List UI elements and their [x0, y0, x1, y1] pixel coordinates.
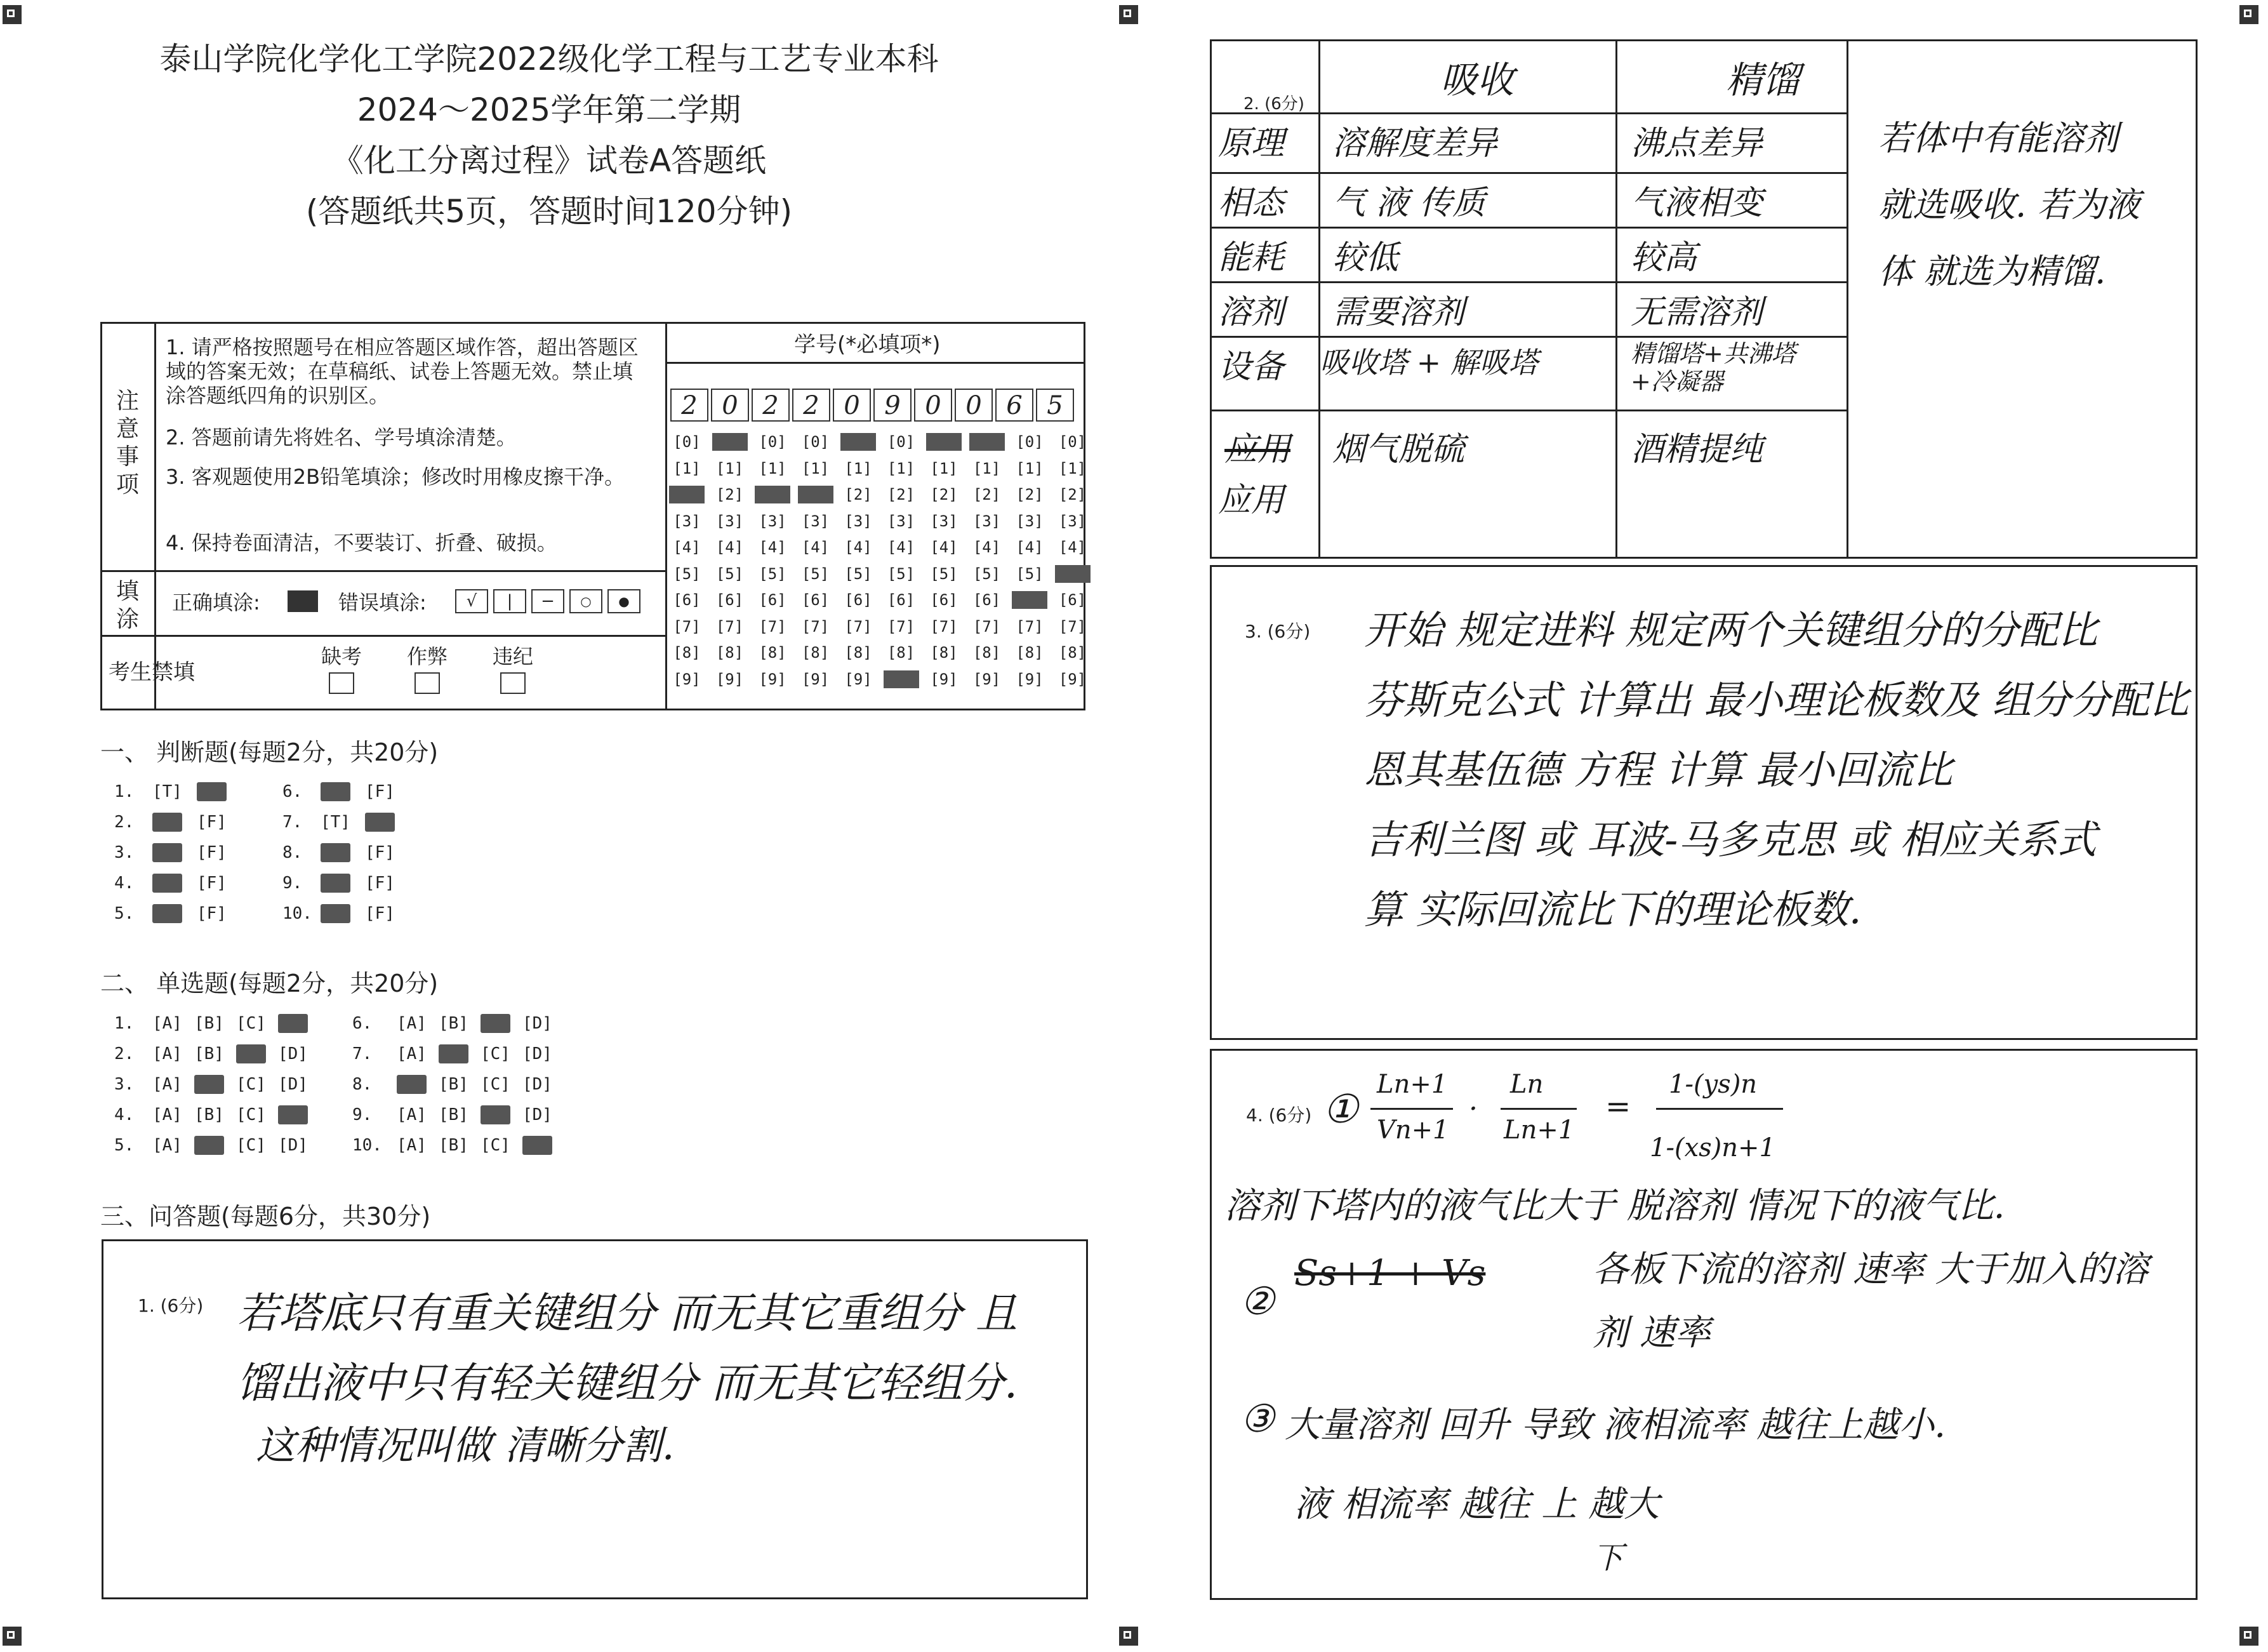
id-bubble[interactable]	[926, 433, 962, 451]
tf-option-true[interactable]	[321, 874, 350, 893]
wrong-sample-bar: |	[493, 589, 526, 613]
id-bubble[interactable]: [8]	[887, 644, 915, 662]
tf-option-false[interactable]: [F]	[197, 904, 227, 923]
registration-mark-top-left	[3, 5, 22, 24]
student-id-digit-3: 2	[752, 389, 790, 422]
mc-option[interactable]	[236, 1044, 266, 1063]
fill-correct-sample	[288, 590, 318, 612]
mc-option[interactable]	[522, 1136, 552, 1155]
q4-line-2-struck: Ss+1 + Vs	[1294, 1253, 1486, 1294]
id-bubble[interactable]: [1]	[801, 459, 830, 477]
tf-option-true[interactable]	[152, 813, 182, 832]
wrong-sample-dot: ●	[607, 589, 640, 613]
q3-line-4: 吉利兰图 或 耳波-马多克思 或 相应关系式	[1364, 816, 2097, 863]
id-bubble[interactable]: [8]	[673, 644, 701, 662]
mc-option[interactable]: [A]	[152, 1075, 182, 1094]
q2-cell-distillation: 沸点差异	[1631, 124, 1763, 163]
forbidden-cheat-label: 作弊	[407, 644, 448, 669]
q2-note-line-1: 若体中有能溶剂	[1878, 118, 2118, 158]
tf-option-true[interactable]	[152, 874, 182, 893]
mc-question-number: 7.	[352, 1044, 373, 1063]
id-bubble[interactable]: [6]	[844, 591, 872, 609]
id-bubble[interactable]: [8]	[715, 644, 744, 662]
q4-equals: =	[1605, 1089, 1631, 1124]
id-bubble[interactable]: [3]	[1058, 512, 1087, 530]
forbidden-violation-box[interactable]	[500, 672, 526, 694]
id-bubble[interactable]: [5]	[972, 564, 1001, 583]
q2-comparison-table[interactable]	[1210, 39, 2198, 559]
student-id-digit-9: 6	[995, 389, 1033, 422]
id-bubble[interactable]: [7]	[1058, 617, 1087, 636]
tf-option-true[interactable]	[321, 782, 350, 801]
q1-label: 1. (6分)	[138, 1295, 204, 1316]
id-bubble[interactable]: [2]	[1058, 486, 1087, 503]
registration-mark-bottom-left	[3, 1627, 22, 1646]
q1-line-3: 这种情况叫做 清晰分割.	[256, 1422, 675, 1469]
id-bubble[interactable]: [1]	[673, 459, 701, 477]
tf-question-number: 4.	[114, 874, 135, 893]
tf-option-false[interactable]: [F]	[197, 843, 227, 862]
tf-option-true[interactable]	[321, 904, 350, 923]
forbidden-cheat[interactable]	[407, 644, 448, 694]
mc-option[interactable]: [D]	[522, 1014, 552, 1033]
q4-line-1: 溶剂下塔内的液气比大于 脱溶剂 情况下的液气比.	[1224, 1185, 2005, 1227]
tf-option-true[interactable]	[152, 904, 182, 923]
id-bubble[interactable]: [7]	[801, 617, 830, 636]
q4-answer-box[interactable]	[1210, 1049, 2198, 1600]
mc-option[interactable]: [D]	[522, 1105, 552, 1124]
id-bubble[interactable]: [8]	[844, 644, 872, 662]
mc-option[interactable]	[278, 1014, 308, 1033]
id-bubble[interactable]: [3]	[759, 512, 786, 530]
id-bubble[interactable]: [7]	[759, 617, 786, 636]
id-bubble[interactable]: [8]	[930, 644, 958, 662]
id-bubble[interactable]: [3]	[1016, 512, 1044, 530]
mc-option[interactable]: [B]	[439, 1105, 468, 1124]
id-bubble[interactable]: [3]	[972, 512, 1001, 530]
q2-cell-absorption: 需要溶剂	[1332, 293, 1465, 331]
q3-line-2: 芬斯克公式 计算出 最小理论板数及 组分分配比	[1364, 677, 2189, 723]
tf-option-false[interactable]: [F]	[365, 782, 395, 801]
q2-row-name: 应用	[1218, 481, 1285, 519]
fill-label: 填涂	[116, 578, 139, 632]
id-bubble[interactable]: [1]	[930, 459, 958, 477]
mc-option[interactable]: [C]	[236, 1105, 266, 1124]
id-bubble[interactable]: [4]	[844, 538, 872, 556]
id-bubble[interactable]: [4]	[1058, 538, 1087, 556]
mc-question-number: 1.	[114, 1014, 135, 1033]
q3-line-1: 开始 规定进料 规定两个关键组分的分配比	[1364, 607, 2098, 653]
mc-option[interactable]: [B]	[439, 1014, 468, 1033]
registration-mark-top-middle	[1119, 5, 1138, 24]
q2-label: 2. (6分)	[1243, 95, 1304, 114]
q2-cell-absorption: 烟气脱硫	[1332, 430, 1465, 469]
mc-question-number: 2.	[114, 1044, 135, 1063]
id-bubble[interactable]	[1012, 591, 1047, 609]
tf-option-false[interactable]	[197, 782, 227, 801]
q2-cell-distillation: 无需溶剂	[1631, 293, 1763, 331]
mc-question-number: 8.	[352, 1075, 373, 1094]
tf-option-false[interactable]: [F]	[197, 874, 227, 893]
id-bubble[interactable]: [6]	[972, 591, 1001, 609]
id-bubble[interactable]: [3]	[844, 512, 872, 530]
q3-label: 3. (6分)	[1245, 621, 1311, 642]
id-bubble[interactable]: [9]	[972, 670, 1001, 688]
q2-row-name: 设备	[1218, 348, 1285, 386]
notice-item-3: 3. 客观题使用2B铅笔填涂；修改时用橡皮擦干净。	[166, 465, 625, 489]
id-bubble[interactable]: [1]	[715, 459, 744, 477]
q4-frac1-den: Vn+1	[1377, 1116, 1449, 1145]
mc-option[interactable]: [D]	[278, 1075, 308, 1094]
mc-option[interactable]: [C]	[481, 1044, 510, 1063]
mc-option[interactable]: [B]	[194, 1044, 224, 1063]
fill-wrong-samples	[455, 589, 640, 613]
student-id-digit-8: 0	[955, 389, 993, 422]
q4-line-4: 大量溶剂 回升 导致 液相流率 越往上越小.	[1285, 1404, 1946, 1446]
wrong-sample-check: √	[455, 589, 488, 613]
forbidden-violation-label: 违纪	[493, 644, 534, 669]
registration-mark-bottom-right	[2239, 1627, 2258, 1646]
id-bubble[interactable]: [2]	[1016, 486, 1044, 503]
tf-question-number: 7.	[282, 813, 303, 832]
mc-option[interactable]: [B]	[439, 1136, 468, 1155]
q2-cell-absorption: 较低	[1332, 239, 1399, 277]
mc-option[interactable]: [A]	[397, 1014, 427, 1033]
mc-option[interactable]	[397, 1075, 427, 1094]
mc-option[interactable]: [A]	[152, 1105, 182, 1124]
mc-option[interactable]: [C]	[236, 1136, 266, 1155]
id-bubble[interactable]: [8]	[1016, 644, 1044, 662]
notice-label: 注意事项	[116, 388, 139, 498]
tf-option-false[interactable]: [F]	[365, 874, 395, 893]
id-bubble[interactable]: [5]	[759, 564, 786, 583]
tf-question-number: 2.	[114, 813, 135, 832]
student-id-digit-4: 2	[792, 389, 830, 422]
id-bubble[interactable]: [7]	[887, 617, 915, 636]
id-bubble[interactable]: [5]	[1016, 564, 1044, 583]
forbidden-violation[interactable]	[493, 644, 533, 694]
mc-option[interactable]: [A]	[152, 1044, 182, 1063]
wrong-sample-circle: ○	[569, 589, 602, 613]
id-bubble[interactable]: [8]	[1058, 644, 1087, 662]
id-bubble[interactable]	[969, 433, 1005, 451]
id-bubble[interactable]: [9]	[1058, 670, 1087, 688]
id-bubble[interactable]: [8]	[801, 644, 830, 662]
student-id-digit-1: 2	[670, 389, 708, 422]
q4-times: ·	[1469, 1093, 1478, 1125]
q4-circle-2: ②	[1240, 1279, 1275, 1324]
q3-answer-box[interactable]	[1210, 565, 2198, 1040]
q2-cell-distillation: 精馏塔+共沸塔 +冷凝器	[1631, 340, 1796, 396]
q1-line-2: 馏出液中只有轻关键组分 而无其它轻组分.	[237, 1359, 1018, 1408]
mc-question-number: 10.	[352, 1136, 382, 1155]
id-bubble[interactable]: [0]	[801, 433, 830, 451]
id-bubble[interactable]: [4]	[759, 538, 786, 556]
q2-header-distillation: 精馏	[1726, 58, 1800, 102]
id-bubble[interactable]: [5]	[801, 564, 830, 583]
q2-note-line-3: 体 就选为精馏.	[1878, 251, 2106, 291]
tf-option-true[interactable]: [T]	[321, 813, 350, 832]
q4-frac3-num: 1-(ys)n	[1669, 1070, 1758, 1099]
id-bubble[interactable]: [4]	[972, 538, 1001, 556]
student-id-title: 学号(*必填项*)	[794, 332, 941, 357]
id-bubble[interactable]: [6]	[715, 591, 744, 609]
q4-frac1-bar	[1370, 1108, 1453, 1110]
student-id-digit-6: 9	[873, 389, 912, 422]
tf-option-false[interactable]: [F]	[365, 904, 395, 923]
exam-title-line2: 2024～2025学年第二学期	[357, 91, 741, 128]
student-id-digit-2: 0	[711, 389, 749, 422]
mc-option[interactable]	[481, 1014, 510, 1033]
q2-cell-absorption: 吸收塔 + 解吸塔	[1320, 345, 1538, 380]
q1-line-1: 若塔底只有重关键组分 而无其它重组分 且	[237, 1289, 1018, 1338]
tf-question-number: 9.	[282, 874, 303, 893]
q3-line-5: 算 实际回流比下的理论板数.	[1364, 886, 1862, 933]
mc-option[interactable]: [A]	[152, 1014, 182, 1033]
mc-option[interactable]: [A]	[397, 1105, 427, 1124]
id-bubble[interactable]: [7]	[972, 617, 1001, 636]
notice-item-1: 1. 请严格按照题号在相应答题区域作答，超出答题区域的答案无效；在草稿纸、试卷上答题无效。禁止填涂答题纸四角的识别区。	[166, 335, 639, 408]
id-bubble[interactable]: [3]	[887, 512, 915, 530]
id-bubble[interactable]: [3]	[673, 512, 701, 530]
exam-title-line1: 泰山学院化学化工学院2022级化学工程与工艺专业本科	[159, 41, 939, 77]
q2-cell-absorption: 溶解度差异	[1332, 124, 1498, 163]
q2-row-name: 能耗	[1218, 239, 1285, 277]
wrong-sample-dash: −	[531, 589, 564, 613]
mc-option[interactable]: [C]	[236, 1075, 266, 1094]
tf-option-true[interactable]	[321, 843, 350, 862]
student-id-digit-7: 0	[914, 389, 952, 422]
id-bubble[interactable]: [4]	[715, 538, 744, 556]
mc-option[interactable]	[194, 1075, 224, 1094]
exam-title-line4: (答题纸共5页，答题时间120分钟)	[305, 193, 793, 230]
q2-row-name: 相态	[1218, 184, 1285, 222]
mc-option[interactable]: [C]	[236, 1014, 266, 1033]
q2-row-name-struck: 应用	[1224, 430, 1291, 469]
id-bubble[interactable]: [1]	[844, 459, 872, 477]
mc-option[interactable]: [B]	[194, 1014, 224, 1033]
id-bubble[interactable]: [0]	[1016, 433, 1044, 451]
mc-option[interactable]: [B]	[439, 1075, 468, 1094]
forbidden-absent[interactable]	[321, 644, 362, 694]
q2-cell-distillation: 酒精提纯	[1631, 430, 1763, 469]
q4-line-3: 剂 速率	[1593, 1312, 1711, 1354]
tf-option-false[interactable]: [F]	[365, 843, 395, 862]
id-bubble[interactable]: [1]	[887, 459, 915, 477]
id-bubble[interactable]: [9]	[801, 670, 830, 688]
mc-option[interactable]	[439, 1044, 468, 1063]
registration-mark-top-right	[2239, 5, 2258, 24]
tf-question-number: 5.	[114, 904, 135, 923]
mc-option[interactable]: [D]	[278, 1136, 308, 1155]
q2-cell-distillation: 气液相变	[1631, 184, 1763, 222]
fill-wrong-label: 错误填涂:	[338, 590, 427, 615]
exam-title-line3: 《化工分离过程》试卷A答题纸	[331, 142, 767, 179]
id-bubble[interactable]	[669, 486, 705, 503]
id-bubble[interactable]: [2]	[844, 486, 872, 503]
id-bubble[interactable]: [1]	[1058, 459, 1087, 477]
mc-question-number: 6.	[352, 1014, 373, 1033]
id-bubble[interactable]: [2]	[972, 486, 1001, 503]
mc-option[interactable]: [C]	[481, 1075, 510, 1094]
q4-label: 4. (6分)	[1246, 1105, 1312, 1126]
id-bubble[interactable]: [0]	[759, 433, 786, 451]
q4-circle-1: ①	[1323, 1086, 1358, 1132]
id-bubble[interactable]: [1]	[972, 459, 1001, 477]
q4-frac2-den: Ln+1	[1504, 1116, 1575, 1145]
tf-option-false[interactable]: [F]	[197, 813, 227, 832]
mc-question-number: 4.	[114, 1105, 135, 1124]
id-bubble[interactable]	[798, 486, 833, 503]
id-bubble[interactable]: [9]	[844, 670, 872, 688]
q4-line-2: 各板下流的溶剂 速率 大于加入的溶	[1593, 1249, 2149, 1290]
id-bubble[interactable]: [6]	[887, 591, 915, 609]
id-bubble[interactable]: [0]	[673, 433, 701, 451]
q2-header-absorption: 吸收	[1440, 58, 1515, 102]
mc-option[interactable]: [A]	[152, 1136, 182, 1155]
id-bubble[interactable]	[1055, 565, 1091, 583]
mc-option[interactable]: [A]	[397, 1044, 427, 1063]
section2-title: 二、 单选题(每题2分，共20分)	[100, 969, 439, 997]
notice-item-4: 4. 保持卷面清洁，不要装订、折叠、破损。	[166, 531, 557, 555]
id-bubble[interactable]: [6]	[673, 591, 701, 609]
id-bubble[interactable]: [6]	[801, 591, 830, 609]
id-bubble[interactable]: [2]	[715, 486, 744, 503]
id-bubble[interactable]: [4]	[673, 538, 701, 556]
q4-line-5: 液 相流率 越往 上 越大	[1294, 1484, 1660, 1525]
tf-question-number: 8.	[282, 843, 303, 862]
id-bubble[interactable]: [8]	[759, 644, 786, 662]
id-bubble[interactable]: [5]	[844, 564, 872, 583]
q4-formula	[1370, 1070, 1942, 1178]
q2-row-name: 原理	[1218, 124, 1285, 163]
forbidden-cheat-box[interactable]	[414, 672, 440, 694]
id-bubble[interactable]: [1]	[759, 459, 786, 477]
id-bubble[interactable]: [6]	[1058, 591, 1087, 609]
id-bubble[interactable]: [9]	[1016, 670, 1044, 688]
q2-cell-absorption: 气 液 传质	[1332, 184, 1486, 222]
q3-line-3: 恩其基伍德 方程 计算 最小回流比	[1364, 747, 1953, 793]
fill-correct-label: 正确填涂:	[172, 590, 260, 615]
q4-frac1-num: Ln+1	[1377, 1070, 1448, 1099]
q4-circle-3: ③	[1240, 1397, 1275, 1441]
id-bubble[interactable]: [4]	[801, 538, 830, 556]
mc-option[interactable]: [A]	[397, 1136, 427, 1155]
id-bubble[interactable]: [9]	[759, 670, 786, 688]
mc-option[interactable]	[194, 1136, 224, 1155]
notice-item-2: 2. 答题前请先将姓名、学号填涂清楚。	[166, 425, 517, 450]
mc-option[interactable]: [C]	[481, 1136, 510, 1155]
q4-frac2-num: Ln	[1510, 1070, 1544, 1099]
mc-question-number: 9.	[352, 1105, 373, 1124]
q2-cell-distillation: 较高	[1631, 239, 1697, 277]
tf-question-number: 10.	[282, 904, 312, 923]
mc-option[interactable]: [D]	[522, 1075, 552, 1094]
tf-question-number: 6.	[282, 782, 303, 801]
id-bubble[interactable]: [4]	[887, 538, 915, 556]
mc-question-number: 3.	[114, 1075, 135, 1094]
id-bubble[interactable]: [3]	[715, 512, 744, 530]
forbidden-absent-box[interactable]	[329, 672, 354, 694]
id-bubble[interactable]: [8]	[972, 644, 1001, 662]
q2-note-line-2: 就选吸收. 若为液	[1878, 185, 2140, 225]
mc-option[interactable]	[278, 1105, 308, 1124]
id-bubble[interactable]: [3]	[801, 512, 830, 530]
id-bubble[interactable]: [1]	[1016, 459, 1044, 477]
q4-frac2-bar	[1501, 1108, 1577, 1110]
id-bubble[interactable]: [7]	[1016, 617, 1044, 636]
id-bubble[interactable]: [9]	[930, 670, 958, 688]
tf-option-true[interactable]	[152, 843, 182, 862]
forbidden-absent-label: 缺考	[321, 644, 362, 669]
id-bubble[interactable]: [9]	[673, 670, 701, 688]
q4-frac3-bar	[1656, 1108, 1783, 1110]
id-bubble[interactable]: [5]	[715, 564, 744, 583]
id-bubble[interactable]: [9]	[715, 670, 744, 688]
id-bubble[interactable]: [0]	[1058, 433, 1087, 451]
id-bubble[interactable]: [6]	[930, 591, 958, 609]
id-bubble[interactable]: [4]	[1016, 538, 1044, 556]
tf-option-true[interactable]: [T]	[152, 782, 182, 801]
id-bubble[interactable]: [5]	[887, 564, 915, 583]
tf-question-number: 1.	[114, 782, 135, 801]
mc-option[interactable]: [B]	[194, 1105, 224, 1124]
section1-title: 一、 判断题(每题2分，共20分)	[100, 738, 439, 766]
id-bubble[interactable]: [7]	[673, 617, 701, 636]
id-bubble[interactable]	[712, 433, 748, 451]
registration-mark-bottom-middle	[1119, 1627, 1138, 1646]
id-bubble[interactable]: [2]	[930, 486, 958, 503]
section3-title: 三、问答题(每题6分，共30分)	[100, 1202, 431, 1230]
mc-question-number: 5.	[114, 1136, 135, 1155]
id-bubble[interactable]: [4]	[930, 538, 958, 556]
student-id-digit-5: 0	[833, 389, 871, 422]
id-bubble[interactable]: [5]	[673, 564, 701, 583]
student-id-digit-10: 5	[1036, 389, 1074, 422]
id-bubble[interactable]	[755, 486, 790, 503]
id-bubble[interactable]	[884, 670, 919, 688]
id-bubble[interactable]: [0]	[887, 433, 915, 451]
q4-frac3-den: 1-(xs)n+1	[1650, 1133, 1775, 1162]
id-bubble[interactable]: [7]	[844, 617, 872, 636]
mc-option[interactable]: [D]	[278, 1044, 308, 1063]
q1-answer-box[interactable]	[102, 1239, 1088, 1599]
id-bubble[interactable]: [7]	[930, 617, 958, 636]
id-bubble[interactable]: [5]	[930, 564, 958, 583]
id-bubble[interactable]: [3]	[930, 512, 958, 530]
tf-question-number: 3.	[114, 843, 135, 862]
id-bubble[interactable]: [2]	[887, 486, 915, 503]
mc-option[interactable]	[481, 1105, 510, 1124]
q4-line-5-sub: 下	[1593, 1540, 1624, 1576]
forbidden-label: 考生禁填	[109, 660, 195, 685]
id-bubble[interactable]: [7]	[715, 617, 744, 636]
mc-option[interactable]: [D]	[522, 1044, 552, 1063]
id-bubble[interactable]	[840, 433, 876, 451]
q2-row-name: 溶剂	[1218, 293, 1285, 331]
tf-option-false[interactable]	[365, 813, 395, 832]
id-bubble[interactable]: [6]	[759, 591, 786, 609]
